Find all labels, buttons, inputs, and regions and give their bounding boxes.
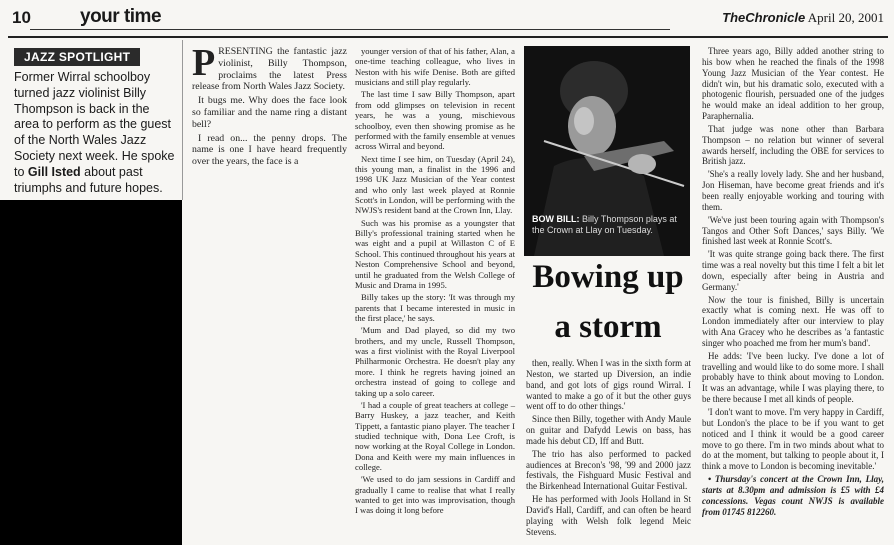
top-rule (8, 36, 888, 38)
article-paragraph: 'I had a couple of great teachers at college – Barry Huskey, a jazz teacher, and Keith Tippett, a fantastic piano player. The teacher I studied technique with, Dona Lee Croft, is now working at the Royal College in London. Dona and Keith were my main influences in college. (355, 399, 515, 473)
photo-caption (532, 214, 684, 236)
section-title: your time (80, 6, 162, 27)
article-paragraph: It bugs me. Why does the face look so familiar and the name ring a distant bell? (192, 95, 347, 130)
caption-text: Billy Thompson plays at the Crown at Llay on Tuesday. (532, 214, 677, 235)
issue-date: April 20, 2001 (807, 10, 884, 25)
masthead-date (722, 10, 884, 26)
article-paragraph: That judge was none other than Barbara Thompson – no relation but winner of several awards herself, including the OBE for services to British jazz. (702, 123, 884, 167)
article-paragraph: The last time I saw Billy Thompson, apart from odd glimpses on television in recent years, he was a young, mischievous schoolboy, even then showing promise as he performed with the family ensemble at venues across Wirral and beyond. (355, 89, 515, 152)
standfirst-intro: Former Wirral schoolboy turned jazz violinist Billy Thompson is back in the area to perform as the guest of the North Wales Jazz Society next week. He spoke to (14, 70, 175, 179)
headline-line-1: Bowing up (532, 259, 684, 295)
article-paragraph: RESENTING the fantastic jazz violinist, Billy Thompson, proclaims the latest Press release from North Wales Jazz Society. (192, 46, 347, 93)
article-column-1 (192, 42, 347, 170)
headline (525, 252, 691, 352)
jazz-spotlight-box (14, 48, 176, 195)
article-paragraph: The trio has also performed to packed audiences at Brecon's '98, '99 and 2000 jazz festivals, the Fishguard Music Festival and the Birkenhead International Guitar Festival. (526, 448, 691, 492)
article-paragraph: I read on... the penny drops. The name is one I have heard frequently over the years, the face is a (192, 132, 347, 168)
article-column-4 (702, 46, 884, 519)
concert-info: • Thursday's concert at the Crown Inn, Llay, starts at 8.30pm and admission is £5 with £4 concessions. Vegas count NWJS is available from 01745 812260. (702, 474, 884, 517)
article-paragraph: He has performed with Jools Holland in St David's Hall, Cardiff, and can often be heard playing with Welsh folk legend Meic Stevens. (526, 494, 691, 537)
article-paragraph: Billy takes up the story: 'It was through my parents that I became interested in music in the first place,' he says. (355, 292, 515, 323)
article-column-3 (526, 358, 691, 540)
redacted-area (0, 200, 182, 545)
publication-name: TheChronicle (722, 10, 806, 25)
article-paragraph: 'It was quite strange going back there. The first time was a real novelty but this time I felt a bit let down, especially after being in Austria and Germany.' (702, 249, 884, 292)
standfirst-author: Gill Isted (27, 164, 81, 179)
column-divider (182, 40, 183, 200)
article-paragraph: 'I don't want to move. I'm very happy in Cardiff, but London's the place to be if you want to get noticed and I think it would be a good career move to go there. I'm in two minds about what to do at the moment, but talking to people about it, I think a move to London is becoming inevitable.' (702, 407, 884, 472)
article-paragraph: 'Mum and Dad played, so did my two brothers, and my uncle, Russell Thompson, was a first violinist with the Royal Liverpool Philharmonic Orchestra. He doesn't play any more. I think he regrets having joined an orchestra instead of going to college and taking up a solo career. (355, 325, 515, 398)
spotlight-standfirst (14, 70, 176, 196)
caption-label: BOW BILL: (532, 214, 580, 224)
header-underline (30, 29, 670, 30)
spotlight-badge: JAZZ SPOTLIGHT (14, 48, 140, 66)
article-paragraph: Now the tour is finished, Billy is uncertain exactly what is coming next. He was off to London immediately after our interview to play with Ana Gracey who he describes as 'a fantastic singer who poached me from her mum's band'. (702, 294, 884, 348)
article-paragraph: 'We've just been touring again with Thompson's Tangos and Other Soft Dances,' says Billy. 'We finished last week at Ronnie Scott's. (702, 214, 884, 247)
article-paragraph: Since then Billy, together with Andy Maule on guitar and Dafydd Lewis on bass, has made his debut CD, Iff and Butt. (526, 414, 691, 446)
article-paragraph: Such was his promise as a youngster that Billy's professional training started when he was eight and a pupil at Willaston C of E School. This continued throughout his years at Neston Comprehensive School and beyond, until he graduated from the Welsh College of Music and Drama in 1995. (355, 217, 515, 290)
page-number: 10 (12, 8, 31, 27)
article-photo (524, 46, 690, 256)
standfirst-outro: about past triumphs and future hopes. (14, 164, 163, 195)
article-paragraph: Next time I see him, on Tuesday (April 24), this young man, a finalist in the 1996 and 1998 UK Jazz Musician of the Year contest and who only last week played at Ronnie Scott's in London, will be performing with the NWJS's resident band at the Crown Inn, Llay. (355, 153, 515, 216)
article-paragraph: 'She's a really lovely lady. She and her husband, Jon Hiseman, have become great friends and it's been really enjoyable working and touring with them. (702, 169, 884, 212)
article-column-2 (355, 46, 515, 518)
drop-cap: P (192, 42, 216, 84)
headline-line-2: a storm (554, 309, 662, 345)
article-paragraph: 'We used to do jam sessions in Cardiff and gradually I came to realise that what I really wanted to get into was improvisation, though I was doing it long before (355, 474, 515, 516)
article-paragraph: younger version of that of his father, Alan, a one-time teaching colleague, who lives in Neston with his wife Denise. Both are gifted musicians and still play regularly. (355, 46, 515, 88)
article-paragraph: then, really. When I was in the sixth form at Neston, we started up Diversion, an indie band, and got lots of gigs round Wirral. I wanted to make a go of it but the other guys went off to do other things.' (526, 358, 691, 412)
article-paragraph: He adds: 'I've been lucky. I've done a lot of travelling and would like to do some more. I shall probably have to think about moving to London. It was an advantage, while I was playing there, to be there because I met all kinds of people. (702, 350, 884, 405)
article-paragraph: Three years ago, Billy added another string to his bow when he reached the finals of the 1998 Young Jazz Musician of the Year contest. He didn't win, but his dramatic solo, executed with a photogenic flourish, persuaded one of the judges he would make an ideal addition to her group, Paraphernalia. (702, 46, 884, 122)
